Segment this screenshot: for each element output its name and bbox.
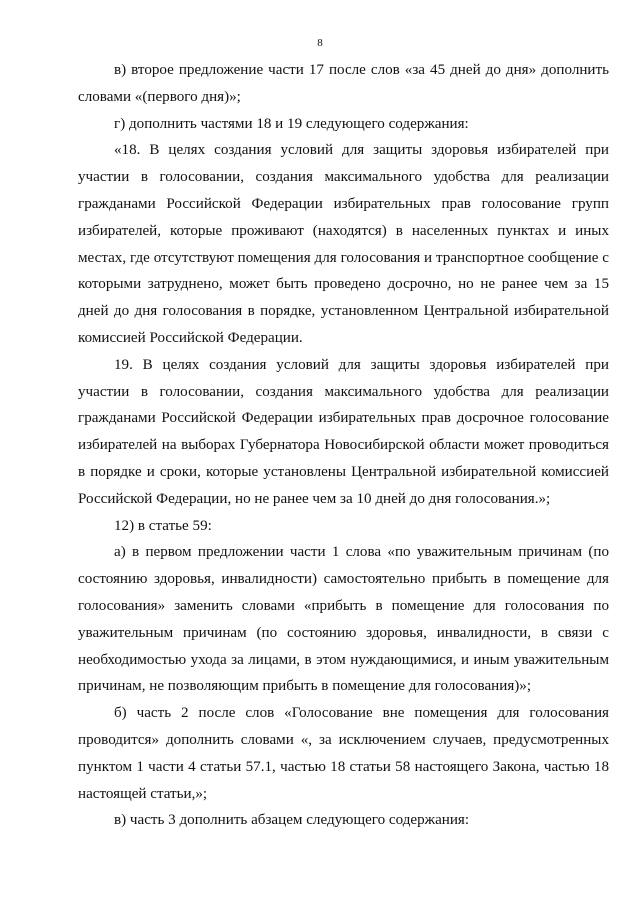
paragraph-line: комиссией Российской Федерации. [78, 329, 303, 346]
paragraph-line: участии в голосовании, создания максимального удобства для реализации [78, 383, 609, 400]
document-body [78, 57, 609, 834]
paragraph [78, 137, 609, 351]
paragraph [78, 700, 609, 807]
paragraph [78, 539, 609, 700]
paragraph-line: 12) в статье 59: [114, 517, 212, 534]
paragraph-line: г) дополнить частями 18 и 19 следующего содержания: [114, 115, 469, 132]
paragraph-line: Российской Федерации, но не ранее чем за 10 дней до дня голосования.»; [78, 490, 551, 507]
paragraph-line: состоянию здоровья, инвалидности) самостоятельно прибыть в помещение для [78, 571, 609, 588]
paragraph-line: а) в первом предложении части 1 слова «по уважительным причинам (по [114, 544, 609, 561]
paragraph-line: в) часть 3 дополнить абзацем следующего содержания: [114, 812, 470, 829]
paragraph-line: уважительным причинам (по состоянию здоровья, инвалидности, в связи с [78, 624, 609, 641]
paragraph-line: в) второе предложение части 17 после слов «за 45 дней до дня» дополнить [114, 62, 609, 78]
paragraph-line: дней до дня голосования в порядке, установленном Центральной избирательной [78, 303, 609, 320]
paragraph-line: словами «(первого дня)»; [78, 88, 241, 105]
paragraph-line: «18. В целях создания условий для защиты здоровья избирателей при [114, 142, 609, 159]
paragraph-line: избирателей, которые проживают (находятся) в населенных пунктах и иных [78, 222, 609, 239]
paragraph-line: местах, где отсутствуют помещения для голосования и транспортное сообщение с [78, 249, 609, 266]
paragraph-line: избирателей на выборах Губернатора Новосибирской области может проводиться [78, 437, 609, 454]
paragraph-line: проводится» дополнить словами «, за исключением случаев, предусмотренных [78, 731, 609, 748]
paragraph-line: участии в голосовании, создания максимального удобства для реализации [78, 169, 609, 186]
paragraph-line: гражданами Российской Федерации избирательных прав голосование групп [78, 195, 609, 212]
paragraph-line: пунктом 1 части 4 статьи 57.1, частью 18 статьи 58 настоящего Закона, частью 18 [78, 758, 609, 775]
paragraph-line: голосования» заменить словами «прибыть в помещение для голосования по [78, 597, 609, 614]
paragraph-line: необходимостью ухода за лицами, в этом нуждающимися, и иным уважительным [78, 651, 609, 668]
paragraph-line: 19. В целях создания условий для защиты здоровья избирателей при [114, 356, 609, 373]
paragraph [78, 352, 609, 513]
paragraph-line: б) часть 2 после слов «Голосование вне помещения для голосования [114, 705, 609, 722]
paragraph-line: которыми затруднено, может быть проведено досрочно, но не ранее чем за 15 [78, 276, 609, 293]
paragraph-line: причинам, не позволяющим прибыть в помещение для голосования)»; [78, 678, 532, 695]
paragraph-line: в порядке и сроки, которые установлены Центральной избирательной комиссией [78, 463, 609, 480]
paragraph-line: гражданами Российской Федерации избирательных прав досрочное голосование [78, 410, 609, 427]
page-number: 8 [317, 37, 323, 49]
paragraph-line: настоящей статьи,»; [78, 785, 208, 802]
paragraph [78, 111, 609, 138]
paragraph [78, 57, 609, 111]
paragraph [78, 513, 609, 540]
paragraph [78, 807, 609, 834]
